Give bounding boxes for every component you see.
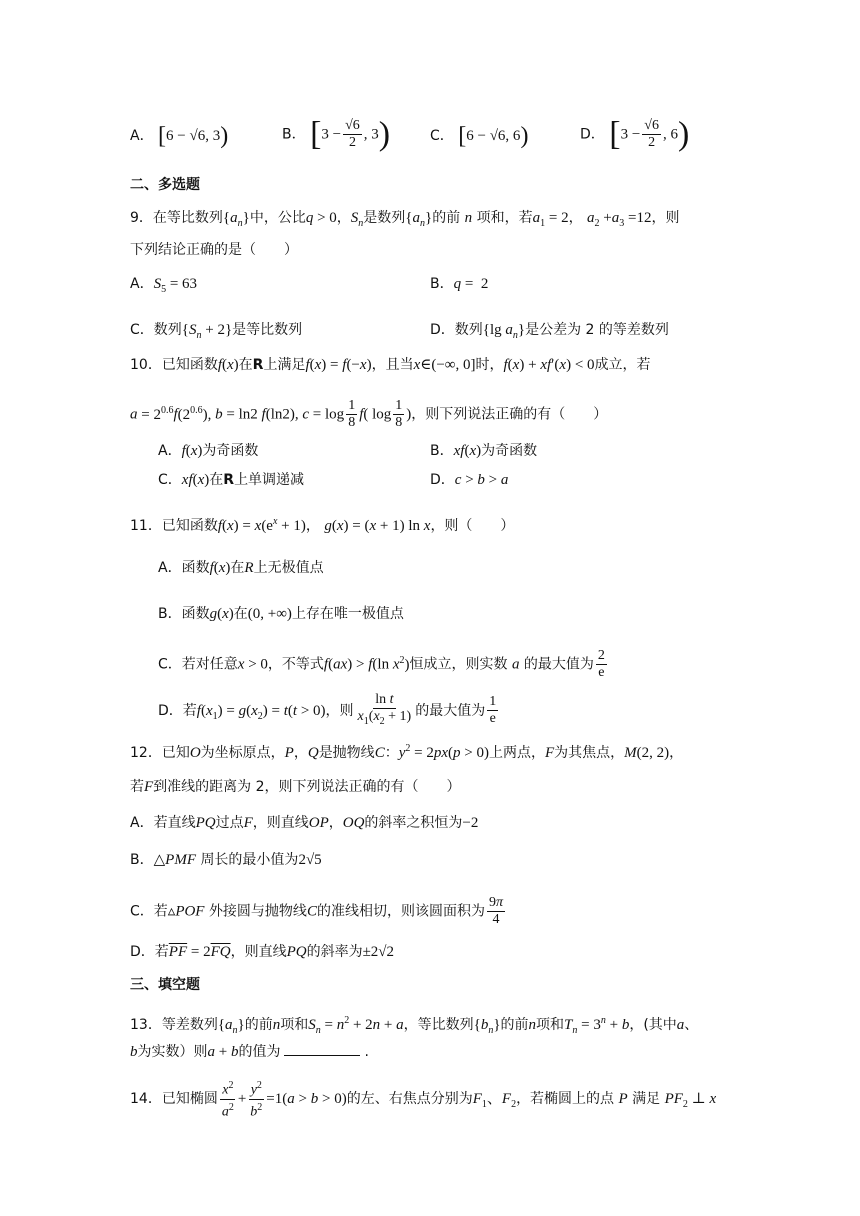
q10-stem: 10．已知函数f(x)在R上满足f(x) = f(−x)，且当x∈(−∞, 0]时，f(x) + xf′(x) < 0成立，若 (130, 357, 651, 373)
q12-option-d: D．若$\overline{PF} = 2\overline{FQ}$，则直线PQ的斜率为±2√2 (130, 944, 395, 960)
section-multi-choice-title: 二、多选题 (130, 177, 200, 193)
q10-option-a: A．f(x)为奇函数 (158, 443, 259, 459)
answer-blank[interactable] (284, 1041, 360, 1056)
q12-option-a: A．若直线PQ过点F，则直线OP，OQ的斜率之积恒为−2 (130, 815, 479, 831)
q12-option-b: B．△PMF 周长的最小值为2√5 (130, 852, 322, 868)
section-fill-blank-title: 三、填空题 (130, 977, 200, 993)
q11-stem: 11．已知函数$f(x) = x(e^x + 1)$， g(x) = (x + 1) ln x，则（ ） (130, 516, 515, 534)
q8-option-b: B． [3 − $\frac{√6}{2}$ , 3) (282, 115, 391, 153)
q12-option-c: C．若▵POF 外接圆与抛物线C的准线相切，则该圆面积为 $\frac{9\pi}{4}$ (130, 895, 503, 927)
q10-option-d: D．c > b > a (430, 472, 509, 488)
q8-option-c: C． [6 − √6, 6) (430, 123, 529, 149)
q11-option-c: C．若对任意x > 0，不等式f(ax) > f(ln $x^2$)恒成立，则实数 a 的最大值为 $\frac{2}{e}$ (158, 648, 605, 680)
q9-option-a: A．$S_5 = 63$ (130, 276, 198, 295)
q9-stem-line2: 下列结论正确的是（ ） (130, 242, 298, 258)
q10-option-c: C．xf(x)在R上单调递减 (158, 472, 305, 488)
q10-stem-line2: $a = 2^{0.6}f(2^{0.6})$, b = ln2 f(ln2), c = log $\frac{1}{8}$ f( log $\frac{1}{8}$ )，则下列说法正确的有（ ） (130, 398, 608, 430)
q9-option-c: C．数列$\{S_n + 2\}$是等比数列 (130, 322, 303, 341)
q9-option-d: D．数列{lg $a_n$}是公差为 2 的等差数列 (430, 322, 669, 341)
q9-stem: 9．在等比数列$\{a_n\}$中，公比q > 0，$S_n$是数列$\{a_n\}$的前 n 项和，若$a_1 = 2$， $a_2 +a_3 =12$，则 (130, 210, 680, 229)
q8-option-d: D． [3 − $\frac{√6}{2}$ , 6) (580, 115, 690, 153)
q12-stem-line2: 若F到准线的距离为 2，则下列说法正确的有（ ） (130, 779, 461, 795)
q11-option-a: A．函数f(x)在R上无极值点 (158, 560, 324, 576)
q8-option-a: A． [6 − √6, 3) (130, 123, 229, 149)
q9-option-b: B．q = 2 (430, 276, 489, 292)
q14-stem: 14．已知椭圆 $\frac{x^2}{a^2}$ + $\frac{y^2}{b^2}$ =1(a > b > 0)的左、右焦点分别为$F_1$、$F_2$，若椭圆上的点 P 满足 $PF_2$ ⊥ x (130, 1080, 717, 1120)
q12-stem: 12．已知O为坐标原点，P，Q是抛物线C：$y^2 = 2px(p > 0)$上两点，F为其焦点，M(2, 2)， (130, 743, 684, 761)
q11-option-d: D．若$f(x_1) = g(x_2) = t(t > 0)$，则 $\frac{\text{ln t}}{x_1(x_2 + 1)}$ 的最大值为 $\frac{1}{e}$ (158, 692, 497, 727)
q11-option-b: B．函数g(x)在(0, +∞)上存在唯一极值点 (158, 606, 404, 622)
q13-stem-line2: b为实数）则a + b的值为 . (130, 1041, 369, 1062)
q13-stem: 13．等差数列$\{a_n\}$的前n项和$S_n = n^2 + 2n + a$，等比数列$\{b_n\}$的前n项和$T_n = 3^n + b$，(其中a、 (130, 1015, 699, 1036)
q10-option-b: B．xf(x)为奇函数 (430, 443, 538, 459)
